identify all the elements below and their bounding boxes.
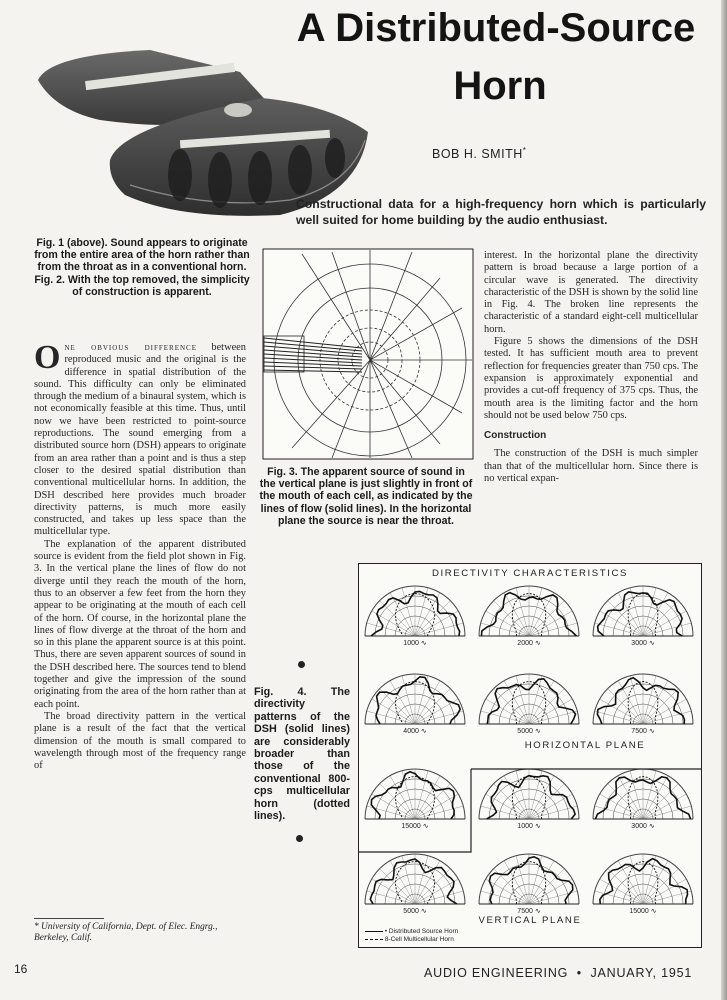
polar-spoke xyxy=(516,588,529,636)
footer-separator: • xyxy=(576,966,582,980)
legend xyxy=(365,928,458,944)
polar-spoke xyxy=(643,681,668,724)
col1-paragraph2: The explanation of the apparent distributed source is evident from the field plot shown in Fig. 3. In the vertical plane the lines of flow do not diverge until they reach the mouth of the horn, thus to an observer a few feet from the horn they appear to be originating at the mouth of each cell of the horn. Of course, in the horizontal plane the lines of flow diverge at the throat of the horn and so in this plane the apparent source is at this point. Thus, there are seven apparent sources of sound in the DSH described here. The sources tend to blend together and give the impression of the sound originating from the area of the horn rather than at each point. xyxy=(34,538,246,710)
polar-spoke xyxy=(516,676,529,724)
lead-smallcaps: ne obvious difference xyxy=(64,342,198,353)
col1-paragraph1: between reproduced music and the original is the difference in spatial distribution of the sound. This difficulty can only be eliminated through the medium of a binaural system, which is not economically feasible at this time. Thus, until now we have been restricted to point-source reproductions. The sound emerging from a distributed source horn (DSH) appears to originate from an area rather than a point and is thus a step closer to the desired spatial distribution than conventional multicellular horns. In addition, the DSH described here provides much broader directivity patterns, is much more easily constructed, and takes up less space than the multicellular type. xyxy=(34,342,246,538)
legend-dashed: 8-Cell Multicellular Horn xyxy=(365,936,458,944)
article-title-line1: A Distributed-Source xyxy=(296,6,696,50)
frequency-label: 1000 ∿ xyxy=(403,640,427,647)
polar-spoke xyxy=(608,689,643,724)
column3-text xyxy=(484,250,698,485)
polar-spoke xyxy=(372,794,415,819)
col3-paragraph3: The construction of the DSH is much simpler than that of the multicellular horn. Since there is no vertical expan- xyxy=(484,448,698,485)
polar-spoke xyxy=(643,593,668,636)
drop-cap: O xyxy=(34,339,61,376)
column1-text xyxy=(34,339,246,772)
polar-spoke xyxy=(643,689,678,724)
bullet-icon xyxy=(296,835,303,842)
polar-spoke xyxy=(372,879,415,904)
polar-spoke xyxy=(608,784,643,819)
polar-spoke xyxy=(390,593,415,636)
polar-spoke xyxy=(630,856,643,904)
frequency-label: 7500 ∿ xyxy=(631,728,655,735)
polar-spoke xyxy=(643,794,686,819)
frequency-label: 4000 ∿ xyxy=(403,728,427,735)
polar-spoke xyxy=(618,776,643,819)
frequency-label: 5000 ∿ xyxy=(517,728,541,735)
polar-spoke xyxy=(529,794,572,819)
polar-spoke xyxy=(415,611,458,636)
frequency-label: 15000 ∿ xyxy=(629,908,657,915)
page-number: 16 xyxy=(14,962,28,976)
polar-spoke xyxy=(415,676,428,724)
polar-spoke xyxy=(630,771,643,819)
fig1-caption: Fig. 1 (above). Sound appears to originate from the entire area of the horn rather than from the throat as in a conventional horn. Fig. 2. With the top removed, the simplicity of construction is apparent. xyxy=(34,237,250,298)
polar-spoke xyxy=(630,676,643,724)
polar-spoke xyxy=(481,891,529,904)
field-plot-figure xyxy=(262,248,474,460)
author-name: BOB H. SMITH xyxy=(432,147,523,162)
polar-spoke xyxy=(529,806,577,819)
polar-spoke xyxy=(643,771,656,819)
polar-spoke xyxy=(608,869,643,904)
polar-spoke xyxy=(643,623,691,636)
bullet-icon xyxy=(298,661,305,668)
polar-spoke xyxy=(608,601,643,636)
directivity-title: DIRECTIVITY CHARACTERISTICS xyxy=(431,568,628,579)
frequency-label: 15000 ∿ xyxy=(401,823,429,830)
polar-spoke xyxy=(415,711,463,724)
issue-date: JANUARY, 1951 xyxy=(590,966,693,980)
col3-paragraph1: interest. In the horizontal plane the directivity pattern is broad because a large portion of a circular wave is generated. The directivity characteristic of the DSH is shown by the solid line in Fig. 4. The broken line represents the characteristic of a standard eight-cell multicellular horn. xyxy=(484,250,698,335)
col3-paragraph2: Figure 5 shows the dimensions of the DSH tested. It has sufficient mouth area to prevent reflection for frequencies greater than 750 cps. The expansion is approximately exponential and provides a cut-off frequency of 375 cps. Thus, the mouth area is the limiting factor and the horn should not be used below 750 cps. xyxy=(484,336,698,421)
polar-spoke xyxy=(481,623,529,636)
polar-spoke xyxy=(600,699,643,724)
polar-spoke xyxy=(643,601,678,636)
polar-spoke xyxy=(643,784,678,819)
journal-name: AUDIO ENGINEERING xyxy=(424,966,569,980)
frequency-label: 3000 ∿ xyxy=(631,640,655,647)
directivity-plots xyxy=(359,564,701,947)
polar-spoke xyxy=(516,856,529,904)
frequency-label: 3000 ∿ xyxy=(631,823,655,830)
footnote-rule xyxy=(34,918,104,919)
polar-spoke xyxy=(529,869,564,904)
polar-spoke xyxy=(643,676,656,724)
polar-spoke xyxy=(367,711,415,724)
polar-spoke xyxy=(529,711,577,724)
polar-spoke xyxy=(643,891,691,904)
construction-heading: Construction xyxy=(484,430,547,442)
footer-running-head xyxy=(424,966,692,980)
polar-spoke xyxy=(415,856,428,904)
polar-spoke xyxy=(643,699,686,724)
article-title-line2: Horn xyxy=(453,64,547,108)
page-edge-shadow xyxy=(721,0,727,1000)
polar-spoke xyxy=(516,771,529,819)
polar-spoke xyxy=(367,891,415,904)
polar-spoke xyxy=(600,794,643,819)
frequency-label: 7500 ∿ xyxy=(517,908,541,915)
polar-spoke xyxy=(415,806,463,819)
frequency-label: 1000 ∿ xyxy=(517,823,541,830)
legend-solid: • Distributed Source Horn xyxy=(365,928,458,936)
polar-spoke xyxy=(643,879,686,904)
author-footnote-mark: * xyxy=(522,146,527,155)
polar-spoke xyxy=(618,593,643,636)
fig3-caption: Fig. 3. The apparent source of sound in the vertical plane is just slightly in front of the mouth of each cell, as indicated by the lines of flow (solid lines). In the horizontal plane the source is near the throat. xyxy=(259,466,473,527)
polar-spoke xyxy=(494,784,529,819)
polar-spoke xyxy=(529,588,542,636)
polar-spoke xyxy=(595,806,643,819)
article-subtitle: Constructional data for a high-frequency horn which is particularly well suited for home building by the audio enthusiast. xyxy=(296,197,706,227)
polar-spoke xyxy=(529,601,564,636)
polar-spoke xyxy=(481,806,529,819)
directivity-panel xyxy=(358,563,702,948)
fig4-caption: Fig. 4. The directivity patterns of the DSH (solid lines) are considerably broader than those of the conventional 800-cps multicellular horn (dotted lines). xyxy=(254,686,350,823)
horizontal-plane-label: HORIZONTAL PLANE xyxy=(524,740,646,751)
polar-spoke xyxy=(630,588,643,636)
polar-spoke xyxy=(372,611,415,636)
polar-spoke xyxy=(415,891,463,904)
vertical-plane-label: VERTICAL PLANE xyxy=(478,915,582,926)
dsh-pattern-curve xyxy=(371,591,460,636)
frequency-label: 2000 ∿ xyxy=(517,640,541,647)
col1-paragraph3: The broad directivity pattern in the vertical plane is a result of the fact that the vertical dimension of the mouth is small compared to wavelength through most of the frequency range of xyxy=(34,710,246,772)
polar-spoke xyxy=(529,784,564,819)
polar-spoke xyxy=(600,879,643,904)
polar-spoke xyxy=(529,771,542,819)
polar-spoke xyxy=(618,681,643,724)
polar-spoke xyxy=(643,856,656,904)
polar-spoke xyxy=(494,601,529,636)
footnote: * University of California, Dept. of Elec. Engrg., Berkeley, Calif. xyxy=(34,922,218,943)
polar-spoke xyxy=(529,699,572,724)
frequency-label: 5000 ∿ xyxy=(403,908,427,915)
polar-spoke xyxy=(415,771,428,819)
polar-spoke xyxy=(486,611,529,636)
